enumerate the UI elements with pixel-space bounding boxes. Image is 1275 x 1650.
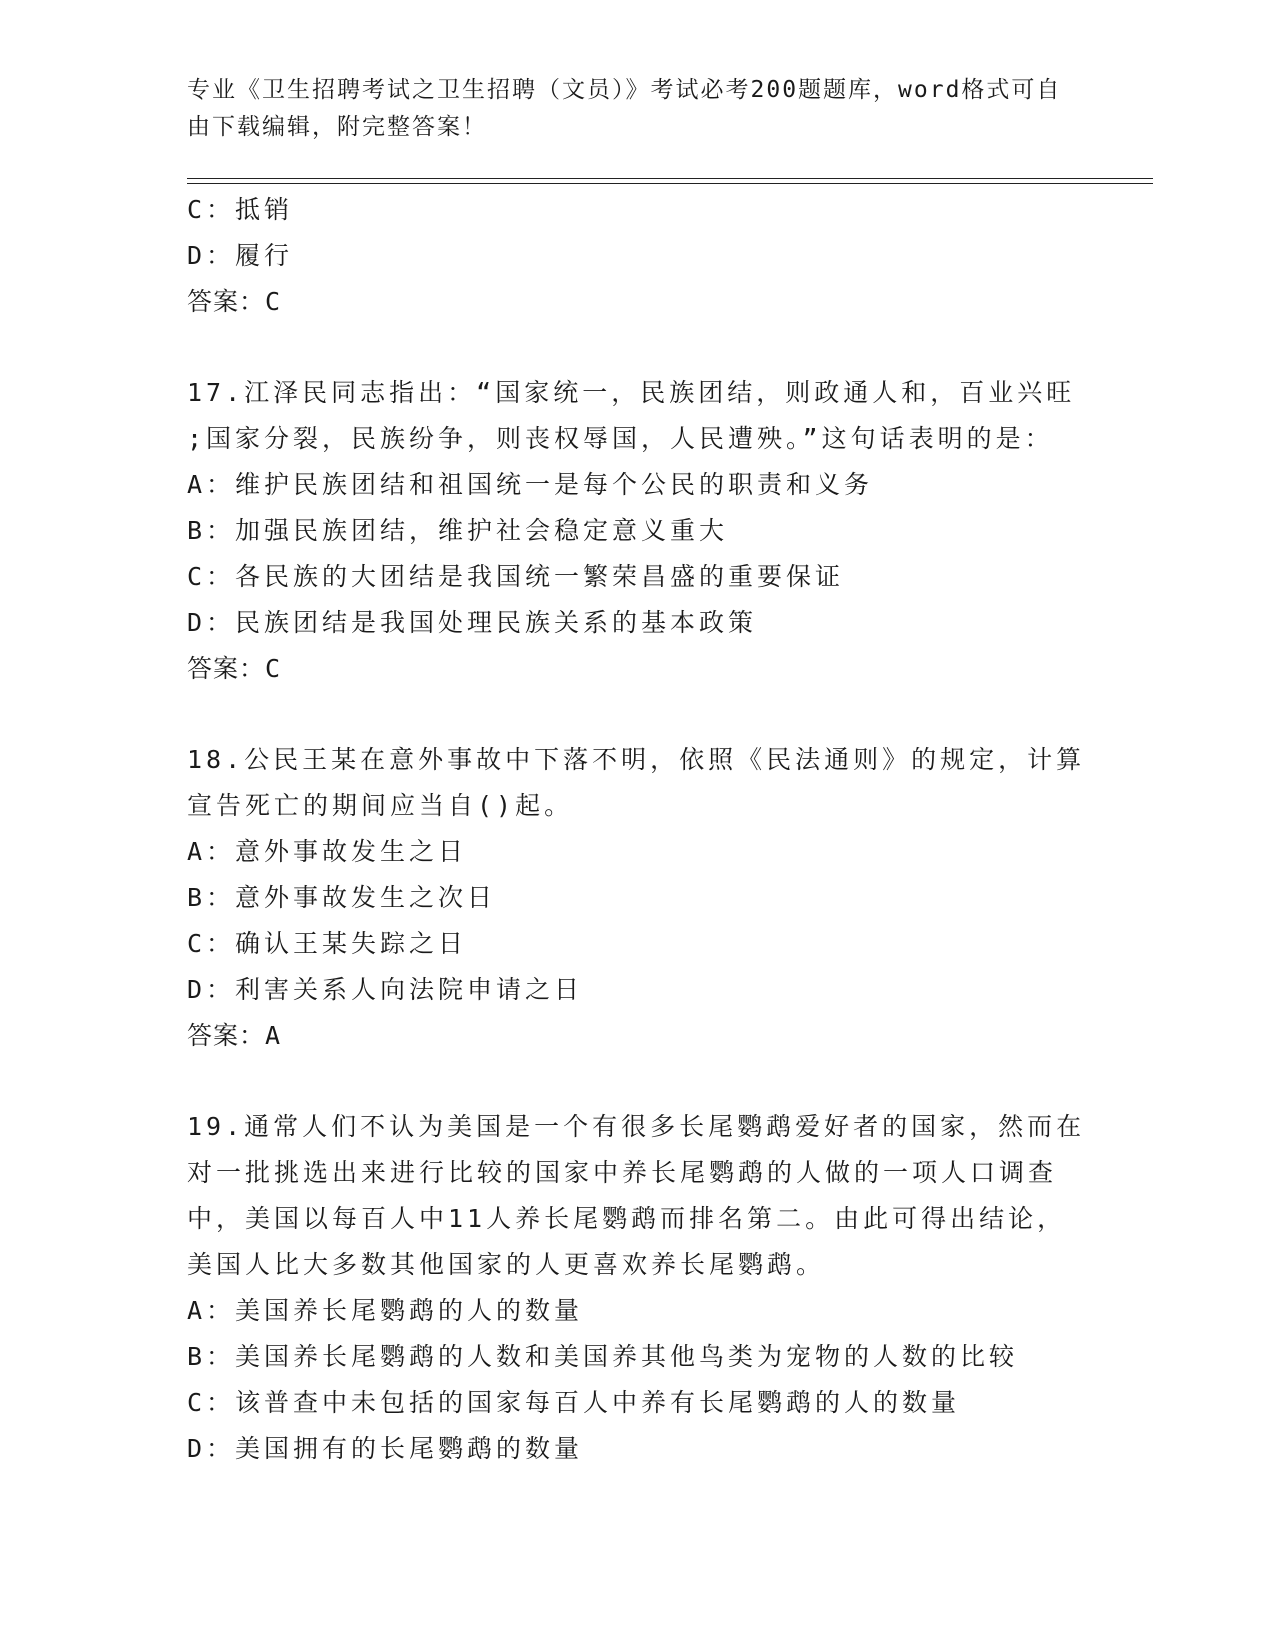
option-d: D：履行	[187, 241, 294, 270]
option-d: D：利害关系人向法院申请之日	[187, 975, 584, 1004]
option-a: A：美国养长尾鹦鹉的人的数量	[187, 1296, 584, 1325]
question-list	[187, 187, 1087, 1472]
option-c: C：各民族的大团结是我国统一繁荣昌盛的重要保证	[187, 562, 845, 591]
option-b: B：意外事故发生之次日	[187, 883, 497, 912]
option-c: C：抵销	[187, 195, 294, 224]
spacer	[187, 325, 1087, 370]
question-stem-line: 18.公民王某在意外事故中下落不明，依照《民法通则》的规定，计算	[187, 745, 1086, 774]
option-c: C：确认王某失踪之日	[187, 929, 468, 958]
option-b: B：美国养长尾鹦鹉的人数和美国养其他鸟类为宠物的人数的比较	[187, 1342, 1019, 1371]
question-stem-line: 宣告死亡的期间应当自()起。	[187, 791, 574, 820]
option-a: A：维护民族团结和祖国统一是每个公民的职责和义务	[187, 470, 874, 499]
answer-line: 答案：A	[187, 1021, 282, 1050]
option-c: C：该普查中未包括的国家每百人中养有长尾鹦鹉的人的数量	[187, 1388, 961, 1417]
question-stem-line: 美国人比大多数其他国家的人更喜欢养长尾鹦鹉。	[187, 1250, 826, 1279]
option-d: D：民族团结是我国处理民族关系的基本政策	[187, 608, 758, 637]
question-16-tail	[187, 187, 1087, 325]
question-stem-line: 中，美国以每百人中11人养长尾鹦鹉而排名第二。由此可得出结论，	[187, 1204, 1067, 1233]
answer-line: 答案：C	[187, 287, 282, 316]
question-stem-line: 17.江泽民同志指出：“国家统一，民族团结，则政通人和，百业兴旺	[187, 378, 1076, 407]
question-stem-line: ;国家分裂，民族纷争，则丧权辱国，人民遭殃。”这句话表明的是：	[187, 424, 1054, 453]
header-divider-bottom	[187, 183, 1153, 184]
question-stem-line: 对一批挑选出来进行比较的国家中养长尾鹦鹉的人做的一项人口调查	[187, 1158, 1058, 1187]
question-18	[187, 737, 1087, 1059]
question-19	[187, 1104, 1087, 1472]
document-header	[187, 72, 1087, 146]
spacer	[187, 1059, 1087, 1104]
option-d: D：美国拥有的长尾鹦鹉的数量	[187, 1434, 584, 1463]
question-stem-line: 19.通常人们不认为美国是一个有很多长尾鹦鹉爱好者的国家，然而在	[187, 1112, 1086, 1141]
option-b: B：加强民族团结，维护社会稳定意义重大	[187, 516, 729, 545]
spacer	[187, 692, 1087, 737]
header-divider-top	[187, 178, 1153, 179]
header-title-line-2: 由下载编辑，附完整答案！	[187, 114, 487, 140]
question-17	[187, 370, 1087, 692]
header-title-line-1: 专业《卫生招聘考试之卫生招聘（文员）》考试必考200题题库，word格式可自	[187, 77, 1062, 103]
answer-line: 答案：C	[187, 654, 282, 683]
option-a: A：意外事故发生之日	[187, 837, 468, 866]
